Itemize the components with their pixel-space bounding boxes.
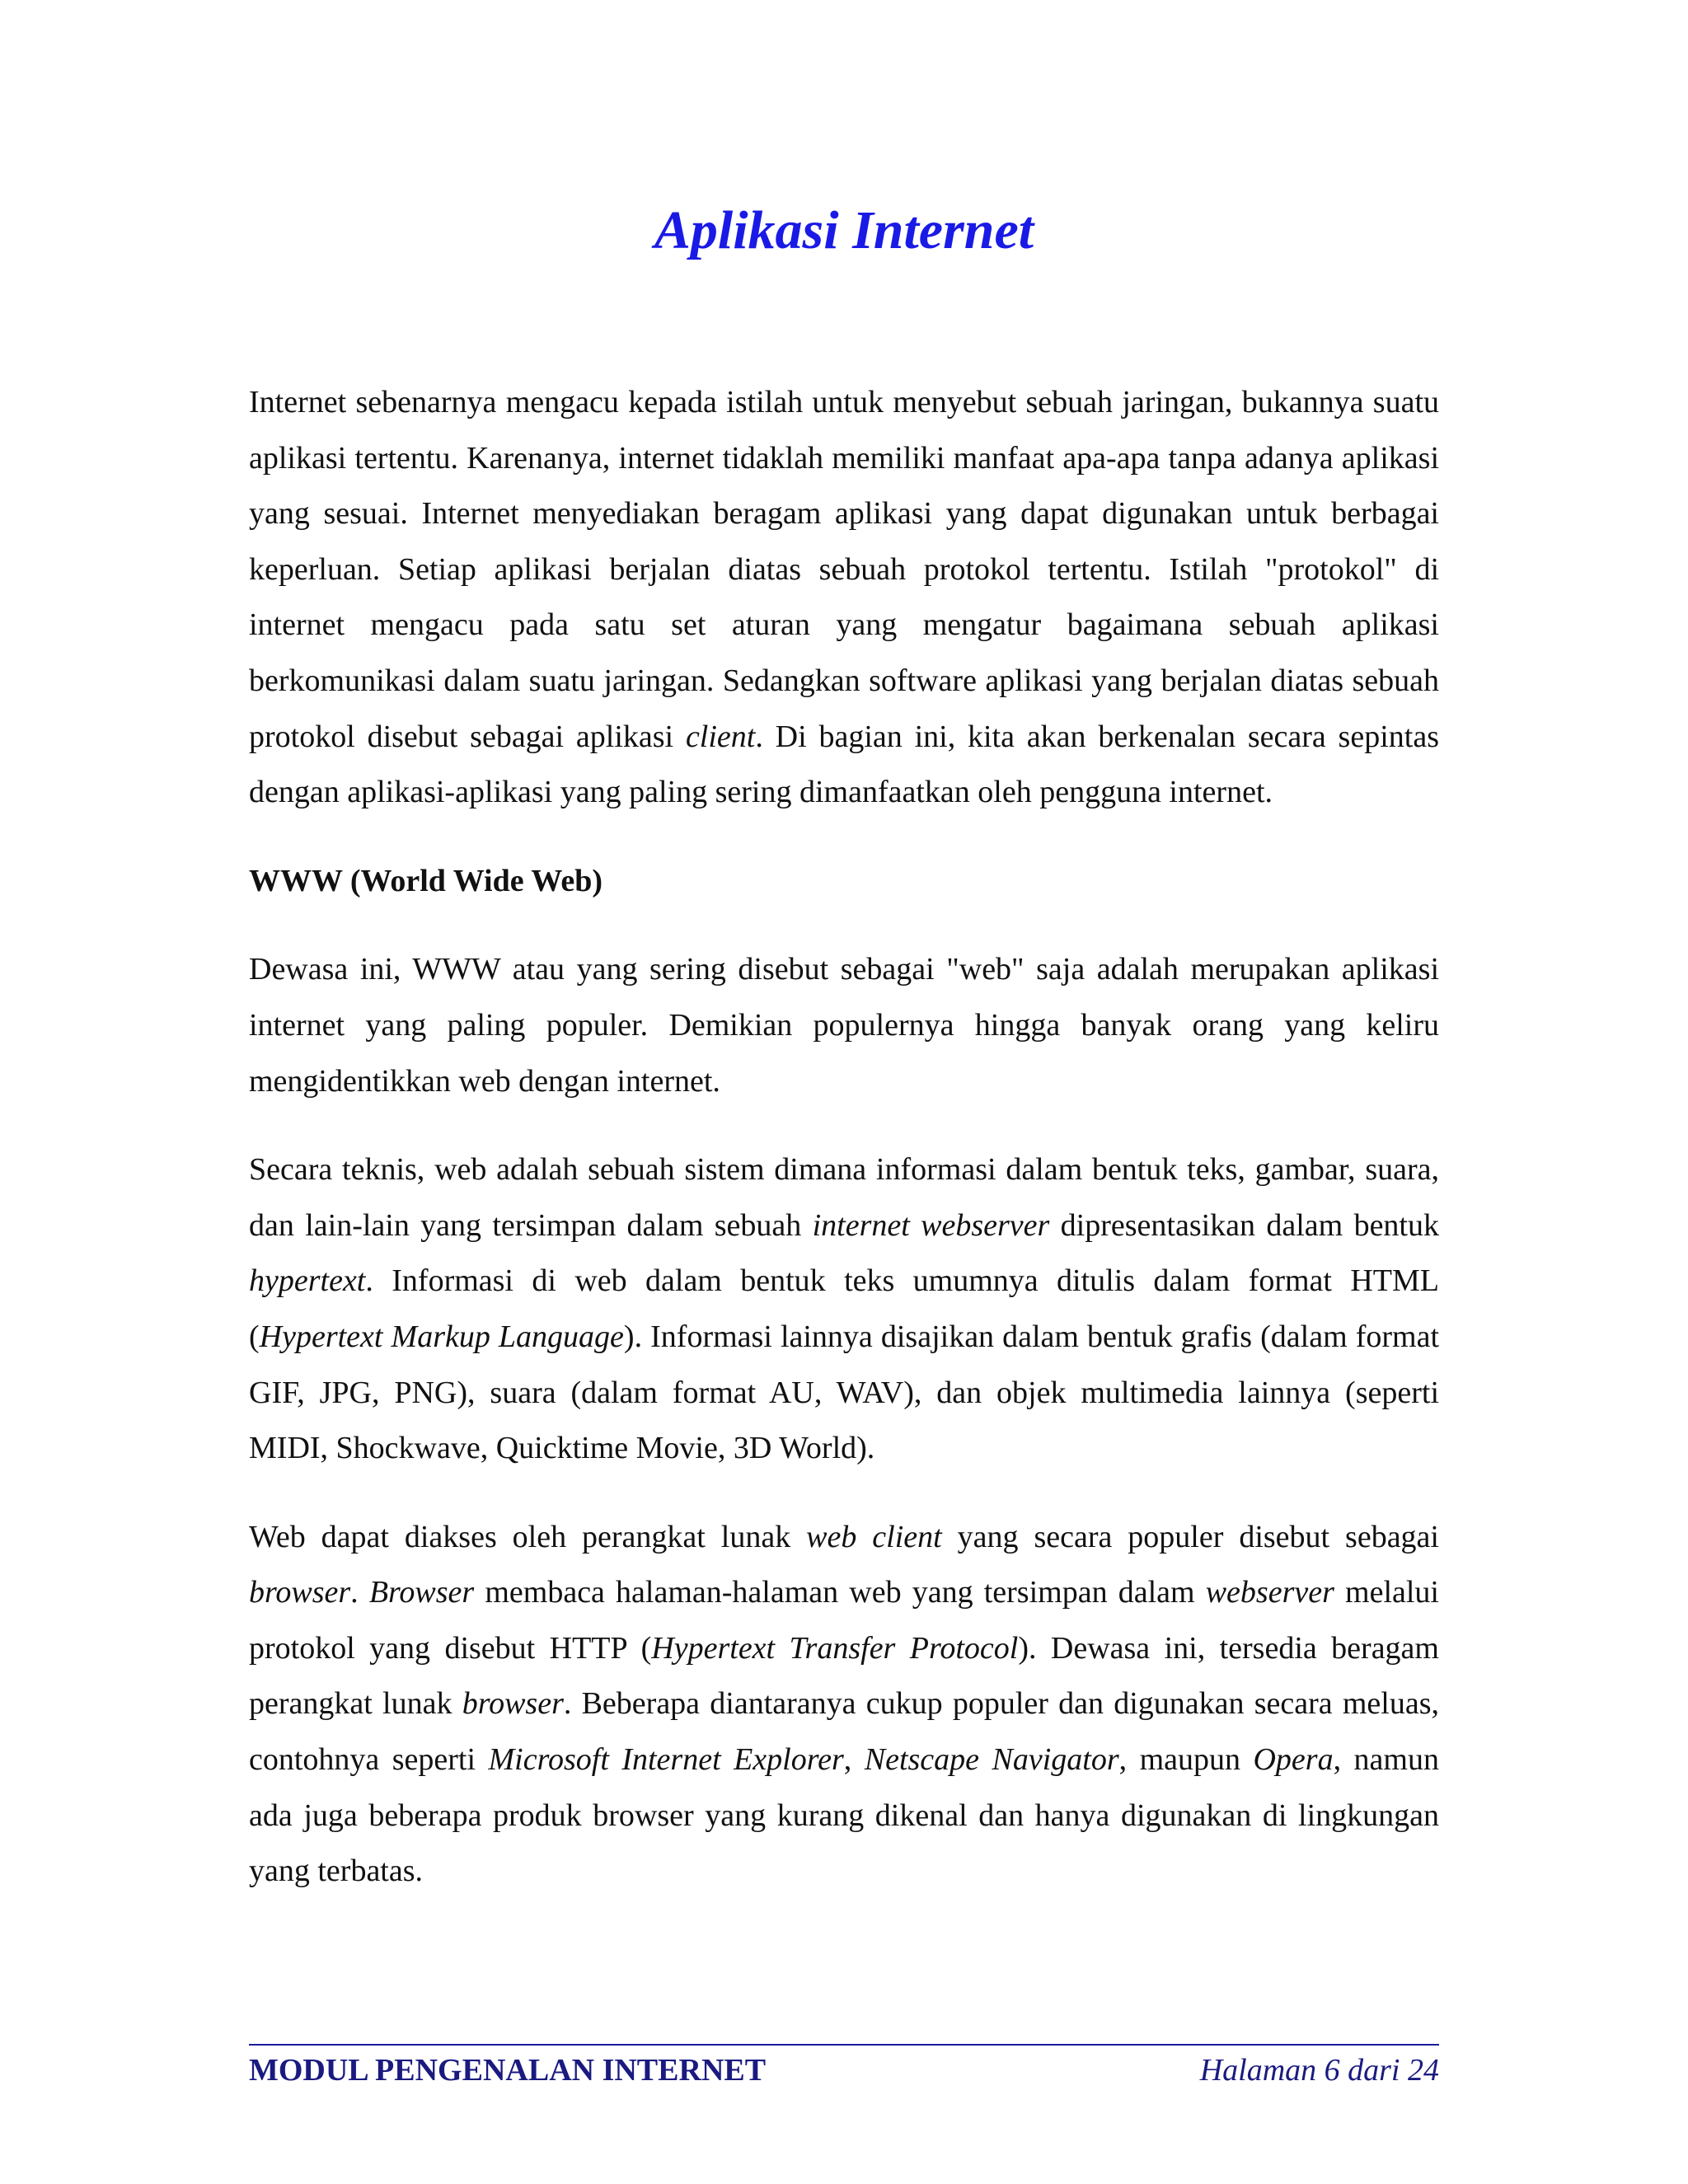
technical-italic-1: internet webserver — [812, 1207, 1050, 1243]
technical-text-4: ). Informasi lainnya disajikan dalam bentuk grafis (dalam format GIF, JPG, PNG), suara (dalam format AU, WAV), dan objek multimedia lainnya (seperti MIDI, Shockwave, Quicktime Movie, 3D World). — [249, 1319, 1439, 1466]
intro-text-1: Internet sebenarnya mengacu kepada istilah untuk menyebut sebuah jaringan, bukannya suatu aplikasi tertentu. Karenanya, internet tidaklah memiliki manfaat apa-apa tanpa adanya aplikasi yang sesuai. Internet menyediakan beragam aplikasi yang dapat digunakan untuk berbagai keperluan. Setiap aplikasi berjalan diatas sebuah protokol tertentu. Istilah "protokol" di internet mengacu pada satu set aturan yang mengatur bagaimana sebuah aplikasi berkomunikasi dalam suatu jaringan. Sedangkan software aplikasi yang berjalan diatas sebuah protokol disebut sebagai aplikasi — [249, 385, 1439, 754]
browser-italic-5: Hypertext Transfer Protocol — [651, 1630, 1019, 1666]
technical-text-2: dipresentasikan dalam bentuk — [1049, 1207, 1439, 1243]
browser-italic-9: Opera — [1253, 1742, 1334, 1778]
browser-text-8: , — [843, 1742, 865, 1778]
page-footer — [249, 2044, 1439, 2088]
browser-text-10: , namun ada juga beberapa produk browser yang kurang dikenal dan hanya digunakan di lingkungan yang terbatas. — [249, 1742, 1439, 1889]
technical-text-3: . Informasi di web dalam bentuk teks umumnya ditulis dalam format HTML ( — [249, 1263, 1439, 1354]
browser-text-5: melalui protokol yang disebut HTTP ( — [249, 1575, 1439, 1666]
browser-italic-3: Browser — [368, 1575, 475, 1610]
footer-page-number: Halaman 6 dari 24 — [1199, 2053, 1439, 2088]
browser-text-1: Web dapat diakses oleh perangkat lunak — [249, 1519, 807, 1554]
technical-italic-2: hypertext — [249, 1263, 366, 1299]
browser-text-4: membaca halaman-halaman web yang tersimpan dalam — [474, 1575, 1206, 1610]
browser-text-3: . — [350, 1575, 369, 1610]
intro-text-2: . Di bagian ini, kita akan berkenalan secara sepintas dengan aplikasi-aplikasi yang paling sering dimanfaatkan oleh pengguna internet. — [249, 719, 1439, 810]
document-body — [249, 375, 1439, 1900]
browser-paragraph — [249, 1510, 1439, 1900]
section-heading-www: WWW (World Wide Web) — [249, 863, 603, 898]
footer-module-title: MODUL PENGENALAN INTERNET — [249, 2053, 767, 2088]
page-title: Aplikasi Internet — [654, 200, 1034, 260]
browser-text-2: yang secara populer disebut sebagai — [941, 1519, 1439, 1554]
browser-text-9: , maupun — [1118, 1742, 1254, 1778]
technical-text-1: Secara teknis, web adalah sebuah sistem dimana informasi dalam bentuk teks, gambar, suara, dan lain-lain yang tersimpan dalam sebuah — [249, 1152, 1439, 1243]
browser-italic-8: Netscape Navigator — [864, 1742, 1119, 1778]
technical-paragraph — [249, 1142, 1439, 1477]
browser-italic-1: web client — [806, 1519, 942, 1554]
browser-text-6: ). Dewasa ini, tersedia beragam perangkat lunak — [249, 1630, 1439, 1722]
browser-italic-2: browser — [249, 1575, 351, 1610]
intro-italic-client: client — [685, 719, 756, 754]
browser-italic-4: webserver — [1205, 1575, 1334, 1610]
browser-italic-6: browser — [462, 1686, 564, 1722]
browser-italic-7: Microsoft Internet Explorer — [488, 1742, 844, 1778]
www-paragraph: Dewasa ini, WWW atau yang sering disebut sebagai "web" saja adalah merupakan aplikasi internet yang paling populer. Demikian populernya hingga banyak orang yang keliru mengidentikkan web dengan internet. — [249, 952, 1439, 1099]
browser-text-7: . Beberapa diantaranya cukup populer dan digunakan secara meluas, contohnya seperti — [249, 1686, 1440, 1778]
technical-italic-3: Hypertext Markup Language — [259, 1319, 624, 1354]
intro-paragraph — [249, 375, 1439, 821]
